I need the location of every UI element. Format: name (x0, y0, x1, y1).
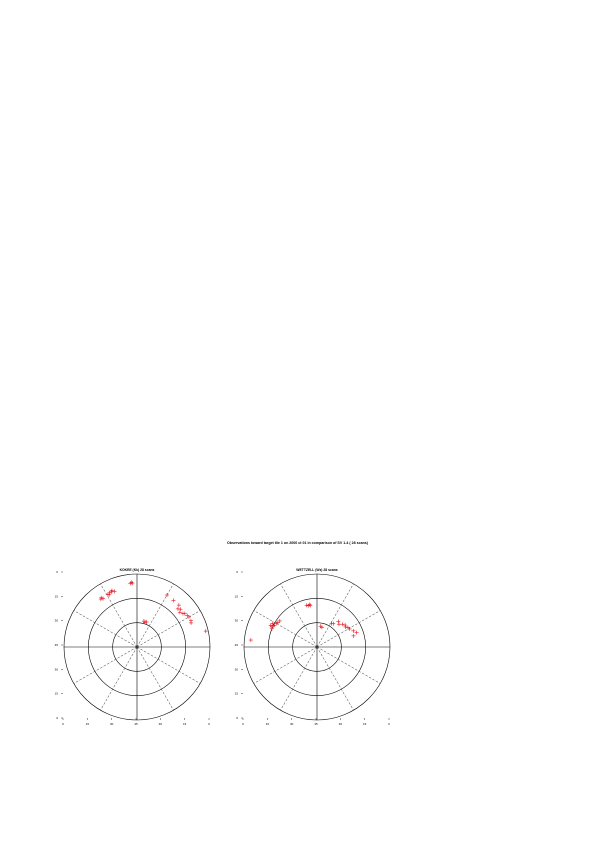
data-point (113, 589, 117, 593)
data-point (351, 634, 355, 638)
y-tick-label: 30 (54, 618, 58, 623)
data-point (177, 603, 181, 607)
y-tick-label: 15 (234, 594, 238, 599)
x-tick-label: 30 (289, 722, 294, 726)
plot-title: KOKEE (Kk) 28 scans (119, 568, 155, 572)
y-tick-label: 30 (54, 667, 58, 672)
grid-spoke-dashed (317, 647, 380, 684)
data-point (355, 631, 359, 635)
y-tick-label: 30 (234, 618, 238, 623)
grid-spoke-dashed (137, 611, 200, 648)
y-tick-label: 45 (54, 643, 58, 647)
x-tick-label: 0 (62, 722, 64, 726)
x-tick-label: 30 (158, 722, 163, 726)
plot-title: WETTZELL (Wz) 28 scans (296, 568, 338, 572)
x-tick-label: 45 (314, 722, 318, 726)
grid-spoke-dashed (281, 647, 318, 710)
grid-spoke-dashed (137, 647, 174, 710)
grid-spoke-dashed (317, 584, 354, 647)
x-tick-label: 15 (182, 722, 187, 726)
data-point (176, 607, 180, 611)
grid-spoke-dashed (254, 647, 317, 684)
polar-plot-1 (55, 568, 211, 726)
y-tick-label: 0 (236, 570, 238, 574)
grid-spoke-dashed (254, 611, 317, 648)
data-point (189, 621, 193, 625)
x-tick-label: 15 (85, 722, 90, 726)
y-tick-label: 0 (56, 570, 58, 574)
x-tick-label: 30 (338, 722, 343, 726)
grid-spoke-dashed (101, 647, 138, 710)
grid-spoke-dashed (101, 584, 138, 647)
y-tick-label: 0 (56, 716, 58, 720)
data-point (171, 598, 175, 602)
data-point (308, 603, 312, 607)
x-tick-label: 0 (242, 722, 244, 726)
data-point (204, 629, 208, 633)
y-tick-label: 30 (234, 667, 238, 672)
y-tick-label: 45 (234, 643, 238, 647)
grid-spoke-dashed (281, 584, 318, 647)
grid-spoke-dashed (137, 647, 200, 684)
grid-spoke-dashed (74, 647, 137, 684)
grid-spoke-dashed (317, 647, 354, 710)
x-tick-label: 0 (208, 722, 210, 726)
grid-spoke-dashed (137, 584, 174, 647)
data-point (343, 623, 347, 627)
data-point (249, 638, 253, 642)
data-point (340, 622, 344, 626)
data-point (101, 596, 105, 600)
data-point (336, 620, 340, 624)
data-point (165, 593, 169, 597)
data-point (344, 625, 348, 629)
grid-spoke-dashed (74, 611, 137, 648)
y-tick-label: 15 (234, 691, 238, 696)
y-tick-label: 15 (54, 691, 58, 696)
polar-plot-2 (235, 568, 391, 726)
x-tick-label: 15 (265, 722, 270, 726)
x-tick-label: 0 (388, 722, 390, 726)
y-tick-label: 0 (236, 716, 238, 720)
x-tick-label: 45 (134, 722, 138, 726)
data-point (183, 612, 187, 616)
data-point (178, 607, 182, 611)
x-tick-label: 15 (362, 722, 367, 726)
y-tick-label: 15 (54, 594, 58, 599)
data-point (351, 629, 355, 633)
figure-title: Observations toward target tile 1 on 2000 ct 01 in comparison of SV 1-4 ( 28 scans) (226, 541, 368, 545)
x-tick-label: 30 (109, 722, 114, 726)
